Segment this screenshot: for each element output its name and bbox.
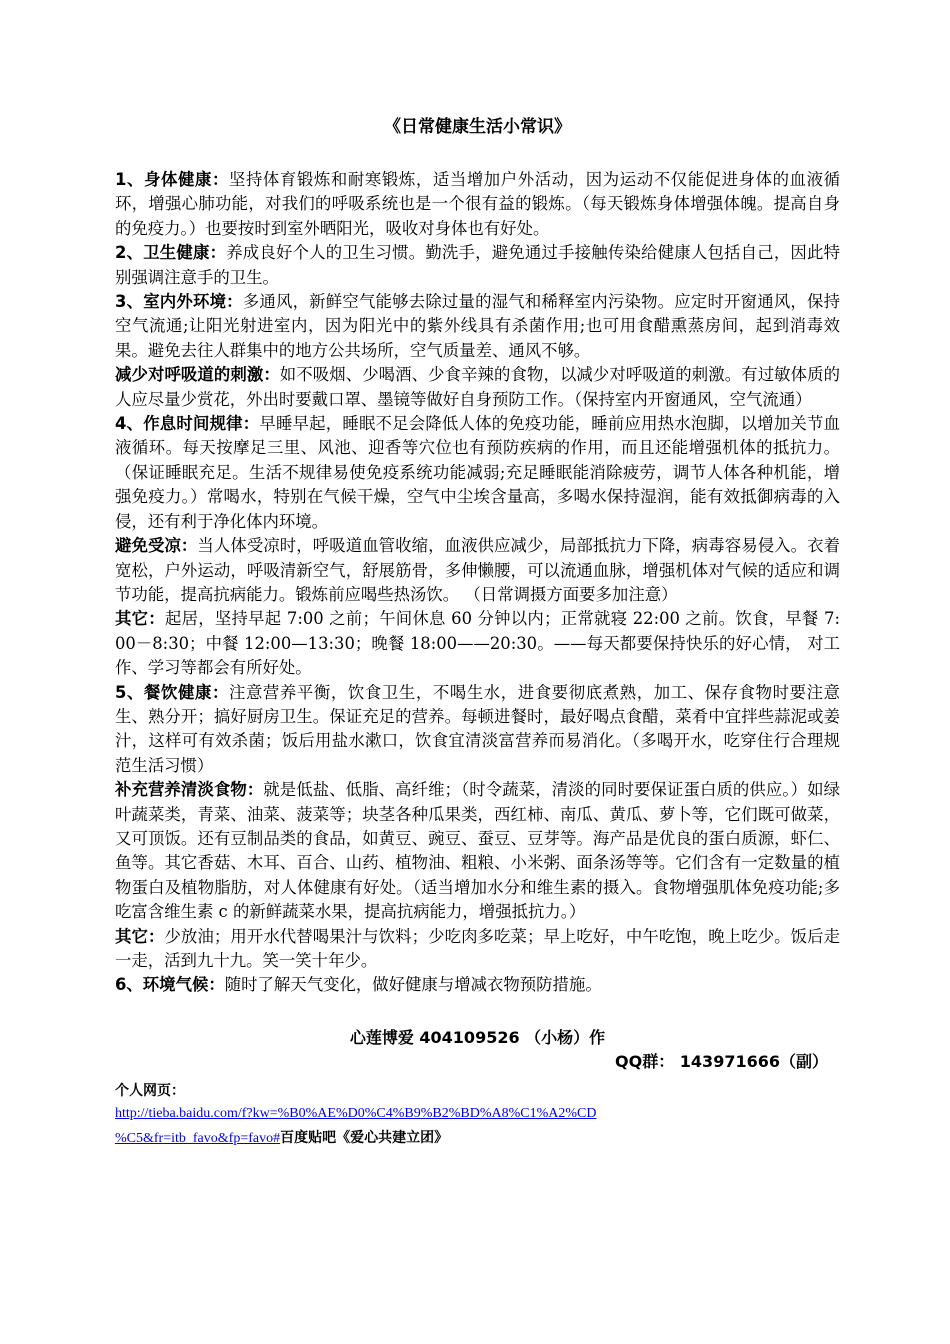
- section-heading: 其它：: [115, 926, 165, 946]
- document-title: 《日常健康生活小常识》: [384, 117, 571, 137]
- section-text: 就是低盐、低脂、高纤维；（时令蔬菜，清淡的同时要保证蛋白质的供应。）如绿叶蔬菜类，青菜、油菜、菠菜等；块茎各种瓜果类，西红柿、南瓜、黄瓜、萝卜等，它们既可做菜，又可顶饭。还有豆制品类的食品，如黄豆、豌豆、蚕豆、豆芽等。海产品是优良的蛋白质源，虾仁、鱼等。其它香菇、木耳、百合、山药、植物油、粗粮、小米粥、面条汤等等。它们含有一定数量的植物蛋白及植物脂肪，对人体健康有好处。（适当增加水分和维生素的摄入。食物增强肌体免疫功能;多吃富含维生素 c 的新鲜蔬菜水果，提高抗病能力，增强抵抗力。）: [115, 780, 840, 922]
- document-body: [115, 168, 840, 998]
- section-heading: 其它：: [115, 609, 165, 629]
- web-link-caption: 百度贴吧《爱心共建立团》: [280, 1129, 449, 1146]
- section-text: 当人体受凉时，呼吸道血管收缩，血液供应减少，局部抵抗力下降，病毒容易侵入。衣着宽松，户外运动，呼吸清新空气，舒展筋骨，多伸懒腰，可以流通血脉，增强机体对气候的适应和调节功能，提高抗病能力。锻炼前应喝些热汤饮。 （日常调摄方面要多加注意）: [115, 536, 841, 604]
- section-heading: 2、卫生健康：: [115, 243, 227, 263]
- web-link-line: [115, 1102, 840, 1151]
- section-paragraph: [115, 412, 840, 534]
- web-label: 个人网页：: [115, 1082, 185, 1099]
- section-heading: 5、餐饮健康：: [115, 682, 229, 702]
- section-paragraph: [115, 290, 840, 363]
- section-text: 养成良好个人的卫生习惯。勤洗手，避免通过手接触传染给健康人包括自己，因此特别强调注意手的卫生。: [115, 243, 841, 287]
- author-line: 心莲博爱 404109526 （小杨）作: [349, 1027, 606, 1047]
- section-paragraph: [115, 778, 840, 924]
- section-text: 注意营养平衡，饮食卫生，不喝生水，进食要彻底煮熟，加工、保存食物时要注意生、熟分开；搞好厨房卫生。保证充足的营养。每顿进餐时，最好喝点食醋，菜肴中宜拌些蒜泥或姜汁，这样可有效杀菌；饭后用盐水漱口，饮食宜清淡富营养而易消化。（多喝开水，吃穿住行合理规范生活习惯）: [115, 682, 841, 775]
- section-heading: 6、环境气候：: [115, 975, 225, 995]
- section-text: 少放油；用开水代替喝果汁与饮料；少吃肉多吃菜；早上吃好，中午吃饱，晚上吃少。饭后走一走，活到九十九。笑一笑十年少。: [115, 926, 841, 970]
- web-link-part1[interactable]: http://tieba.baidu.com/f?kw=%B0%AE%D0%C4%B9%B2%BD%A8%C1%A2%CD: [115, 1105, 597, 1121]
- document-page: [115, 114, 840, 1151]
- section-text: 早睡早起，睡眠不足会降低人体的免疫功能，睡前应用热水泡脚，以增加关节血液循环。每天按摩足三里、风池、迎香等穴位也有预防疾病的作用，而且还能增强机体的抵抗力。（保证睡眠充足。生活不规律易使免疫系统功能减弱;充足睡眠能消除疲劳，调节人体各种机能，增强免疫力。）常喝水，特别在气候干燥，空气中尘埃含量高，多喝水保持湿润，能有效抵御病毒的入侵，还有利于净化体内环境。: [115, 414, 841, 531]
- section-text: 多通风，新鲜空气能够去除过量的湿气和稀释室内污染物。应定时开窗通风，保持空气流通;让阳光射进室内，因为阳光中的紫外线具有杀菌作用;也可用食醋熏蒸房间，起到消毒效果。避免去往人群集中的地方公共场所，空气质量差、通风不够。: [115, 292, 841, 360]
- section-heading: 避免受凉：: [115, 536, 198, 556]
- section-paragraph: [115, 925, 840, 974]
- section-paragraph: [115, 534, 840, 607]
- section-paragraph: [115, 168, 840, 241]
- section-paragraph: [115, 681, 840, 779]
- section-heading: 4、作息时间规律：: [115, 414, 260, 434]
- section-heading: 补充营养清淡食物：: [115, 780, 264, 800]
- web-link-part2[interactable]: %C5&fr=itb_favo&fp=favo#: [115, 1130, 281, 1146]
- section-text: 起居，坚持早起 7:00 之前；午间休息 60 分钟以内；正常就寝 22:00 之前。饮食，早餐 7:00－8:30；中餐 12:00—13:30；晚餐 18:00——20:30。——每天都要保持快乐的好心情， 对工作、学习等都会有所好处。: [115, 609, 840, 678]
- section-paragraph: [115, 607, 840, 680]
- section-text: 坚持体育锻炼和耐寒锻炼，适当增加户外活动，因为运动不仅能促进身体的血液循环，增强心肺功能，对我们的呼吸系统也是一个很有益的锻炼。（每天锻炼身体增强体魄。提高自身的免疫力。）也要按时到室外晒阳光，吸收对身体也有好处。: [115, 170, 841, 238]
- section-text: 如不吸烟、少喝酒、少食辛辣的食物，以减少对呼吸道的刺激。有过敏体质的人应尽量少赏花，外出时要戴口罩、墨镜等做好自身预防工作。（保持室内开窗通风，空气流通）: [115, 365, 841, 409]
- qq-group-line: QQ群： 143971666（副）: [615, 1051, 828, 1071]
- section-heading: 减少对呼吸道的刺激：: [115, 365, 280, 385]
- section-text: 随时了解天气变化，做好健康与增减衣物预防措施。: [224, 975, 602, 995]
- section-heading: 1、身体健康：: [115, 170, 229, 189]
- section-paragraph: [115, 241, 840, 290]
- section-paragraph: [115, 973, 840, 997]
- section-heading: 3、室内外环境：: [115, 292, 243, 312]
- section-paragraph: [115, 363, 840, 412]
